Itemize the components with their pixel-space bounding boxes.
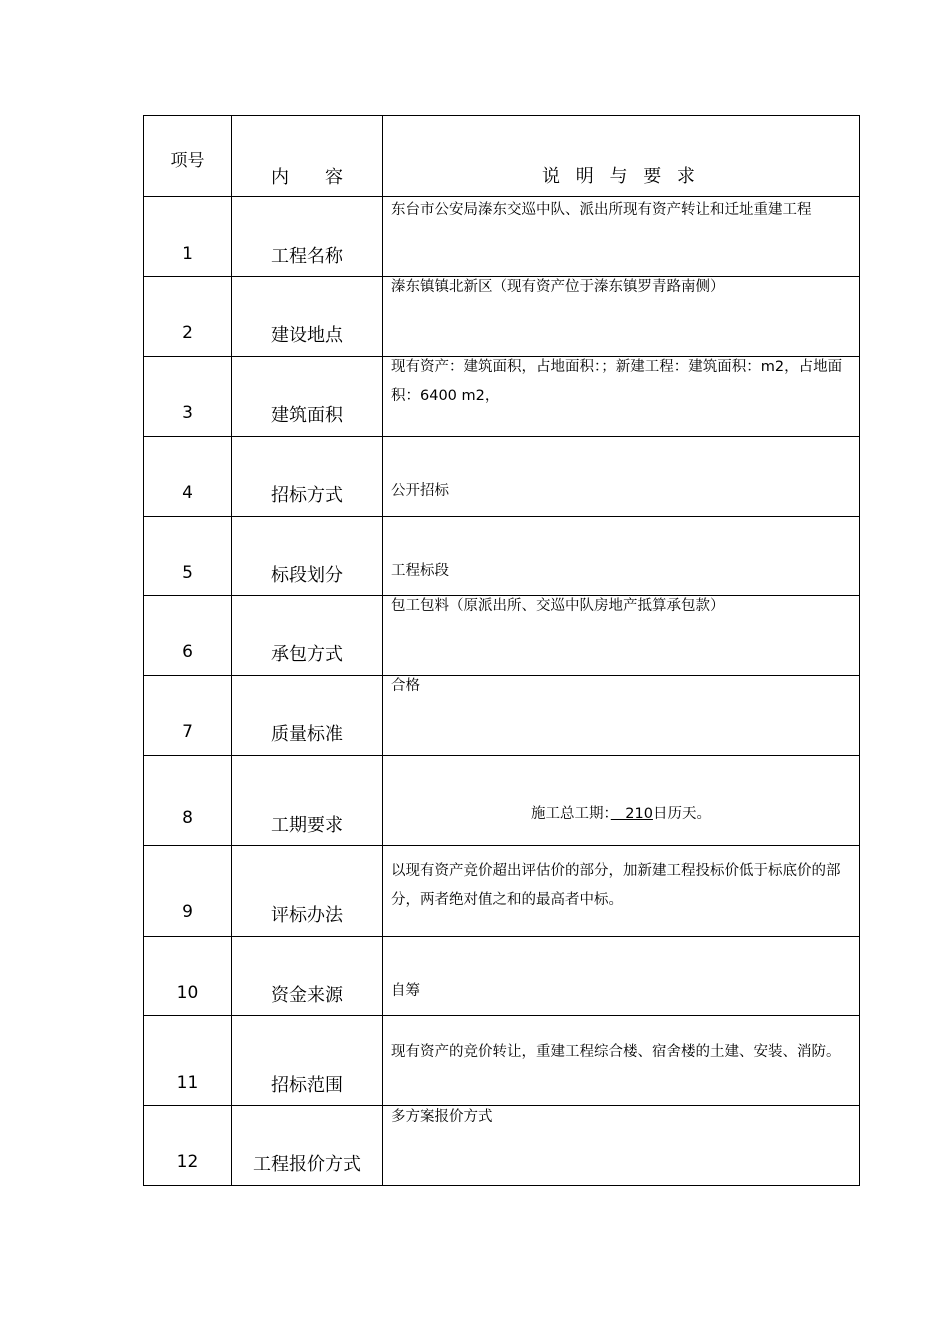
row-description: 现有资产：建筑面积，占地面积：；新建工程：建筑面积：m2，占地面积：6400 m2， (391, 359, 843, 404)
duration-label: 施工总工期： (531, 806, 611, 822)
table-row (144, 596, 860, 676)
row-item: 评标办法 (271, 905, 343, 926)
row-number: 2 (182, 323, 193, 343)
row-item: 质量标准 (271, 724, 343, 745)
row-number: 3 (182, 403, 193, 423)
header-description: 说 明 与 要 求 (542, 166, 700, 187)
row-description: 包工包料（原派出所、交巡中队房地产抵算承包款） (391, 598, 725, 614)
row-number: 10 (176, 983, 199, 1003)
row-number: 1 (182, 244, 193, 264)
row-item: 工程名称 (271, 246, 343, 267)
table-row (144, 277, 860, 357)
table-row (144, 197, 860, 277)
table-row (144, 437, 860, 517)
row-number: 6 (182, 642, 193, 662)
duration-value: 210 (610, 806, 653, 822)
row-description: 多方案报价方式 (391, 1109, 493, 1125)
table-header-row (144, 116, 860, 197)
duration-unit: 日历天。 (652, 806, 711, 822)
table-row (144, 1106, 860, 1186)
table-row (144, 357, 860, 437)
row-item: 资金来源 (271, 985, 343, 1006)
header-content: 内 容 (271, 167, 343, 188)
row-number: 9 (182, 902, 193, 922)
row-description: 以现有资产竞价超出评估价的部分，加新建工程投标价低于标底价的部分，两者绝对值之和的最高者中标。 (391, 863, 841, 908)
row-description: 现有资产的竞价转让，重建工程综合楼、宿舍楼的土建、安装、消防。 (391, 1044, 841, 1060)
table-row (144, 756, 860, 846)
table-row (144, 937, 860, 1016)
row-number: 5 (182, 563, 193, 583)
row-number: 7 (182, 722, 193, 742)
row-description: 公开招标 (391, 483, 449, 499)
row-item: 标段划分 (271, 565, 343, 586)
row-description: 合格 (391, 678, 420, 694)
table-row (144, 517, 860, 596)
row-description (383, 800, 859, 829)
row-number: 12 (176, 1152, 199, 1172)
row-number: 11 (176, 1073, 199, 1093)
row-number: 4 (182, 483, 193, 503)
row-item: 建筑面积 (271, 405, 343, 426)
table-row (144, 676, 860, 756)
row-item: 工期要求 (271, 815, 343, 836)
row-item: 建设地点 (271, 325, 343, 346)
row-description: 自筹 (391, 983, 420, 999)
tender-info-table (143, 115, 860, 1186)
row-description: 东台市公安局溱东交巡中队、派出所现有资产转让和迁址重建工程 (391, 202, 812, 218)
table-row (144, 846, 860, 937)
row-description: 溱东镇镇北新区（现有资产位于溱东镇罗青路南侧） (391, 279, 725, 295)
row-item: 工程报价方式 (253, 1154, 361, 1175)
row-item: 招标范围 (271, 1075, 343, 1096)
row-item: 招标方式 (271, 485, 343, 506)
table-row (144, 1016, 860, 1106)
row-description: 工程标段 (391, 563, 449, 579)
header-item-no: 项号 (170, 151, 205, 171)
row-item: 承包方式 (271, 644, 343, 665)
row-number: 8 (182, 808, 193, 828)
